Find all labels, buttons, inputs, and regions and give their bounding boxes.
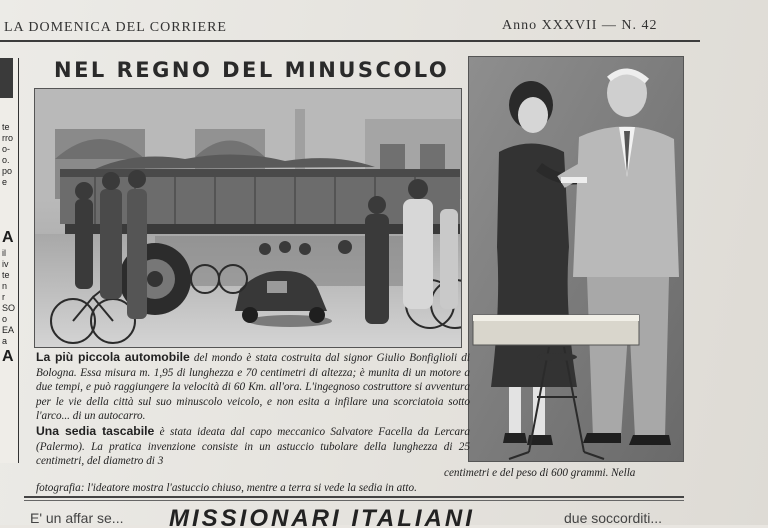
paragraph-small-car: La più piccola automobile del mondo è stata costruita dal signor Giulio Bonfiglioli di Bologna. Essa misura m. 1,95 di lunghezza e 70 centimetri di altezza; è munita di un motore a due tempi, e può raggiungere la velocità di 60 Km. all'ora. L'ingegnoso costruttore si avventura per le vie della città sul suo minuscolo veicolo, e non esita a infilare una scorciatoia sotto l'arco... di un autocarro. [36, 350, 471, 423]
next-column-left-text: E' un affar se... [30, 510, 124, 526]
article-title: NEL REGNO DEL MINUSCOLO [54, 58, 450, 82]
lead-pocket-chair: Una sedia tascabile [36, 423, 155, 438]
article-body [36, 350, 470, 469]
next-headline: MISSIONARI ITALIANI [169, 506, 475, 528]
paragraph-pocket-chair: Una sedia tascabile è stata ideata dal capo meccanico Salvatore Facella da Lercara (Palermo). La pratica invenzione consiste in un astuccio tubolare della lunghezza di 25 centimetri, del diametro di 3 [36, 423, 470, 468]
left-column-text: te rro o- o. po e A il iv te n r SO o EA a A [2, 122, 16, 365]
header-rule [0, 40, 700, 42]
photo-pocket-chair-inventor [468, 56, 684, 462]
bottom-rule-thin [24, 500, 684, 501]
issue-number: Anno XXXVII — N. 42 [502, 18, 658, 33]
left-column-fragment [0, 58, 19, 463]
photo-small-car-under-truck [34, 88, 462, 348]
masthead: LA DOMENICA DEL CORRIERE [4, 20, 227, 35]
next-column-right-text: due soccorditi... [564, 510, 663, 526]
lead-small-car: La più piccola automobile [36, 350, 190, 364]
dark-block [0, 58, 13, 98]
paragraph-pocket-chair-tail: centimetri e del peso di 600 grammi. Nella fotografia: l'ideatore mostra l'astuccio chiuso, mentre a terra si vede la sedia in atto. [36, 467, 636, 494]
bottom-rule [24, 496, 684, 498]
